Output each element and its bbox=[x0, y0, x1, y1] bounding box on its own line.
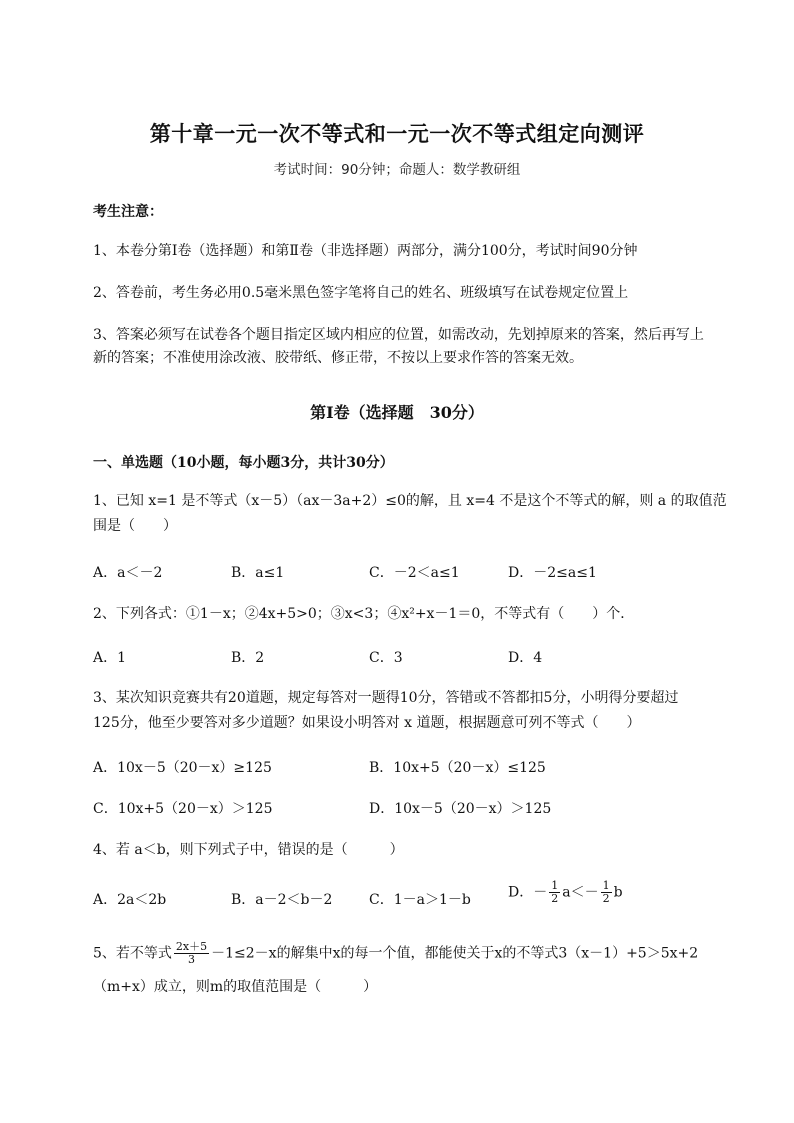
question-1-stem-line1: 1、已知 x=1 是不等式（x－5）（ax－3a+2）≤0的解，且 x=4 不是这个不等式的解，则 a 的取值范 bbox=[93, 493, 727, 509]
question-5-stem-line1 bbox=[93, 941, 698, 966]
question-5-suffix: －1≤2－x的解集中x的每一个值，都能使关于x的不等式3（x－1）+5＞5x+2 bbox=[211, 945, 699, 962]
question-4-option-d-tail: b bbox=[613, 884, 623, 901]
fraction-denominator: 2 bbox=[602, 892, 610, 905]
question-4-stem: 4、若 a＜b，则下列式子中，错误的是（ ） bbox=[93, 842, 404, 858]
question-3-option-a: A．10x－5（20－x）≥125 bbox=[93, 760, 272, 776]
question-4-option-d-fraction-1 bbox=[549, 880, 560, 905]
question-4-option-b: B．a－2＜b－2 bbox=[231, 892, 333, 908]
question-4-option-d-fraction-2 bbox=[601, 880, 612, 905]
question-1-option-b: B．a≤1 bbox=[231, 565, 285, 581]
exam-subtitle: 考试时间：90分钟；命题人：数学教研组 bbox=[273, 162, 521, 178]
question-4-option-d-mid: a＜－ bbox=[562, 884, 599, 901]
notice-item-1: 1、本卷分第I卷（选择题）和第Ⅱ卷（非选择题）两部分，满分100分，考试时间90分钟 bbox=[93, 243, 638, 259]
question-4-option-d bbox=[508, 880, 623, 905]
question-1-option-d: D．－2≤a≤1 bbox=[508, 565, 597, 581]
notice-item-2: 2、答卷前，考生务必用0.5毫米黑色签字笔将自己的姓名、班级填写在试卷规定位置上 bbox=[93, 285, 629, 301]
part-title: 一、单选题（10小题，每小题3分，共计30分） bbox=[93, 455, 394, 471]
question-5-stem-line2: （m+x）成立，则m的取值范围是（ ） bbox=[93, 979, 378, 995]
question-2-option-b: B．2 bbox=[231, 650, 265, 666]
fraction-numerator: 1 bbox=[551, 879, 559, 892]
question-3-stem-line2: 125分，他至少要答对多少道题？如果设小明答对 x 道题，根据题意可列不等式（ ） bbox=[93, 715, 641, 731]
question-5-prefix: 5、若不等式 bbox=[93, 945, 172, 962]
question-3-option-c: C．10x+5（20－x）＞125 bbox=[93, 801, 273, 817]
question-4-option-c: C．1－a＞1－b bbox=[369, 892, 471, 908]
fraction-numerator: 1 bbox=[602, 879, 610, 892]
question-3-stem-line1: 3、某次知识竞赛共有20道题，规定每答对一题得10分，答错或不答都扣5分，小明得分要超过 bbox=[93, 690, 679, 706]
notice-title: 考生注意： bbox=[93, 204, 163, 220]
exam-title: 第十章一元一次不等式和一元一次不等式组定向测评 bbox=[149, 121, 645, 146]
question-3-option-b: B．10x+5（20－x）≤125 bbox=[369, 760, 546, 776]
notice-item-3: 3、答案必须写在试卷各个题目指定区域内相应的位置，如需改动，先划掉原来的答案，然后再写上新的答案；不准使用涂改液、胶带纸、修正带，不按以上要求作答的答案无效。 bbox=[93, 327, 704, 366]
question-3-option-d: D．10x－5（20－x）＞125 bbox=[369, 801, 552, 817]
fraction-denominator: 3 bbox=[188, 953, 196, 966]
fraction-numerator: 2x＋5 bbox=[175, 940, 208, 953]
section-title: 第I卷（选择题 30分） bbox=[310, 403, 484, 422]
question-5-fraction bbox=[174, 941, 209, 966]
question-2-option-d: D．4 bbox=[508, 650, 543, 666]
question-4-option-a: A．2a＜2b bbox=[93, 892, 167, 908]
question-4-option-d-prefix: D．－ bbox=[508, 884, 548, 901]
fraction-denominator: 2 bbox=[551, 892, 559, 905]
question-2-option-a: A．1 bbox=[93, 650, 127, 666]
question-1-option-c: C．－2＜a≤1 bbox=[369, 565, 460, 581]
question-2-stem: 2、下列各式：①1－x；②4x+5>0；③x<3；④x²+x－1＝0，不等式有（ ）个． bbox=[93, 606, 635, 622]
question-2-option-c: C．3 bbox=[369, 650, 403, 666]
question-1-option-a: A．a＜－2 bbox=[93, 565, 163, 581]
question-1-stem-line2: 围是（ ） bbox=[93, 518, 177, 534]
